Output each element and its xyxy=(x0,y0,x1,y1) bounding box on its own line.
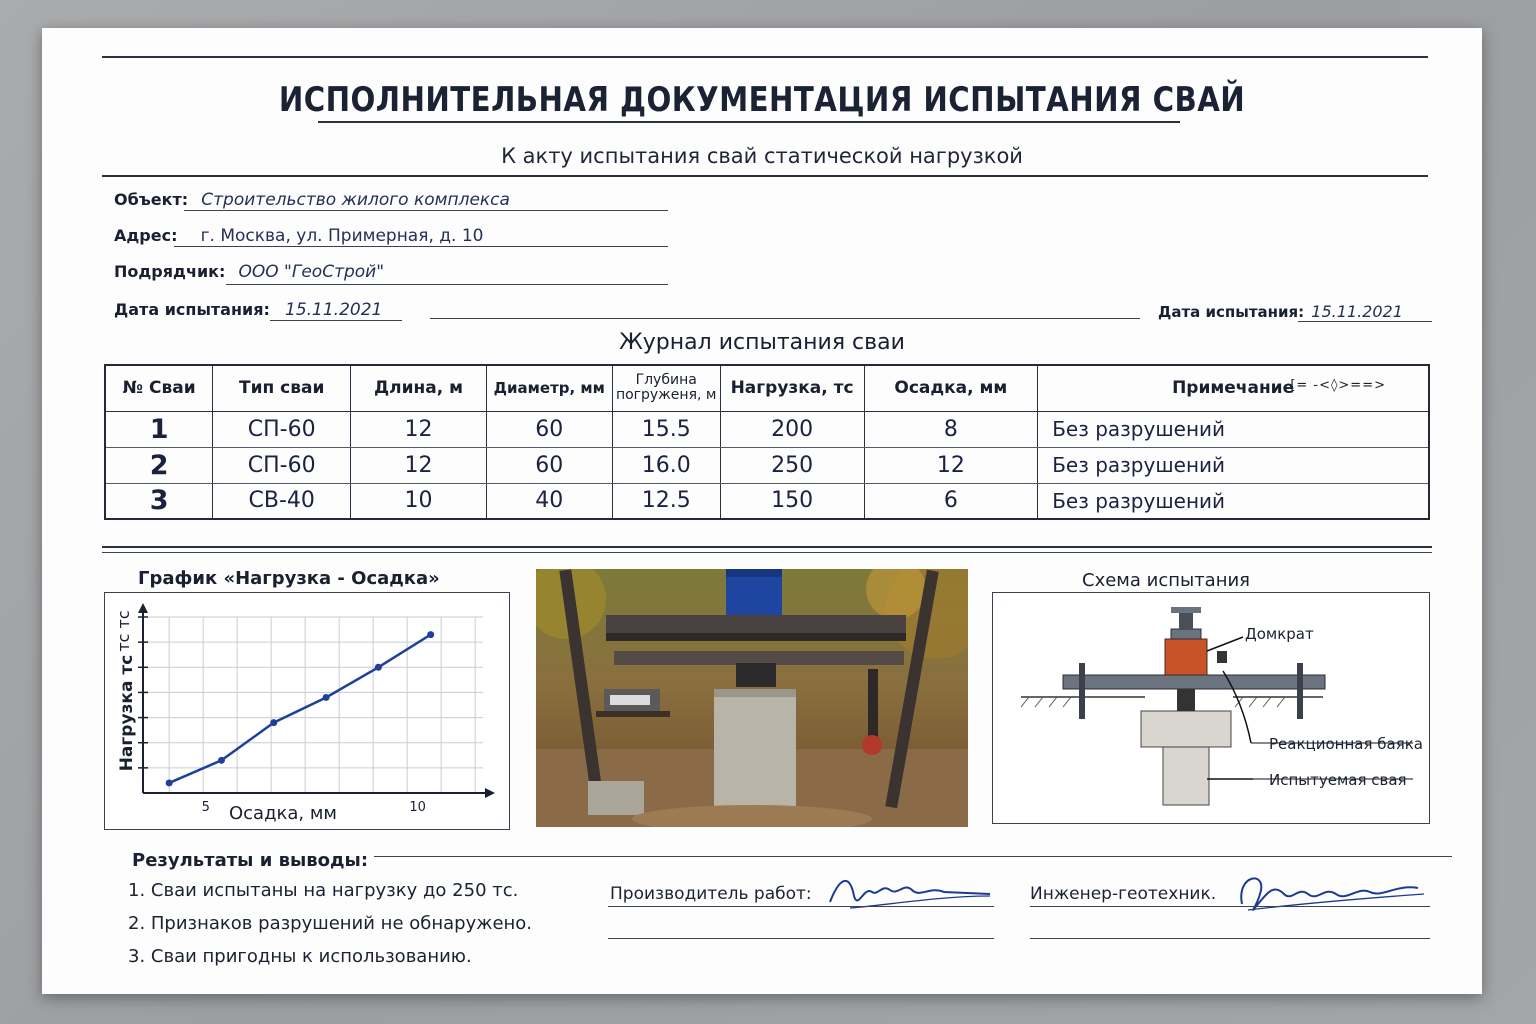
date-value-right: 15.11.2021 xyxy=(1311,302,1403,321)
cell-diameter: 40 xyxy=(486,483,612,519)
test-log-table xyxy=(104,364,1430,520)
date-mid-line xyxy=(430,318,1140,319)
producer-line xyxy=(608,906,994,907)
contractor-row xyxy=(114,262,384,282)
cell-settlement: 8 xyxy=(864,411,1038,447)
header-note xyxy=(1038,365,1429,411)
log-title: Журнал испытания сваи xyxy=(619,330,905,355)
load-settlement-chart xyxy=(105,593,509,829)
engineer-line xyxy=(1030,906,1430,907)
x-axis-label: Осадка, мм xyxy=(228,803,338,824)
data-point xyxy=(166,779,173,786)
date-line-right xyxy=(1298,321,1432,322)
top-rule xyxy=(102,56,1428,58)
cell-type: СП-60 xyxy=(213,411,351,447)
header-symbol: [= -<◊>==> xyxy=(1290,378,1386,393)
result-item: 1. Сваи испытаны на нагрузку до 250 тс. xyxy=(128,880,519,901)
data-point xyxy=(270,719,277,726)
cell-load: 150 xyxy=(720,483,864,519)
data-point xyxy=(218,757,225,764)
object-value: Строительство жилого комплекса xyxy=(201,190,510,210)
series-line xyxy=(169,635,431,783)
header-type: Тип сваи xyxy=(213,365,351,411)
document-title: ИСПОЛНИТЕЛЬНАЯ ДОКУМЕНТАЦИЯ ИСПЫТАНИЯ СВАЙ xyxy=(278,80,1246,120)
engineer-line-2 xyxy=(1030,938,1430,939)
producer-line-2 xyxy=(608,938,994,939)
producer-signature xyxy=(820,866,1000,916)
x-tick-label: 10 xyxy=(409,800,426,815)
chart-panel xyxy=(104,592,510,830)
cell-diameter: 60 xyxy=(486,447,612,483)
results-list xyxy=(128,880,532,979)
scheme-label-pile: Испытуемая свая xyxy=(1269,771,1407,789)
cell-depth: 16.0 xyxy=(612,447,720,483)
scheme-panel xyxy=(992,592,1430,824)
header-load: Нагрузка, тс xyxy=(720,365,864,411)
address-value: г. Москва, ул. Примерная, д. 10 xyxy=(200,226,484,246)
cell-note: Без разрушений xyxy=(1038,411,1429,447)
pile-test-photo xyxy=(536,569,968,827)
header-length: Длина, м xyxy=(351,365,487,411)
data-point xyxy=(323,694,330,701)
chart-ylabel: Нагрузка тс xyxy=(117,654,137,772)
cell-load: 200 xyxy=(720,411,864,447)
header-no: № Сваи xyxy=(105,365,213,411)
header-note-label: Примечание xyxy=(1172,378,1295,399)
cell-diameter: 60 xyxy=(486,411,612,447)
scheme-label-beam: Реакционная баяка xyxy=(1269,735,1423,753)
table-header-row xyxy=(105,365,1429,411)
cell-no: 1 xyxy=(105,411,213,447)
table-row xyxy=(105,483,1429,519)
date-line xyxy=(270,320,402,321)
cell-length: 12 xyxy=(351,411,487,447)
date-value: 15.11.2021 xyxy=(285,300,383,320)
contractor-value: ООО "ГеоСтрой" xyxy=(238,262,385,282)
cell-load: 250 xyxy=(720,447,864,483)
cell-depth: 15.5 xyxy=(612,411,720,447)
scheme-label-jack: Домкрат xyxy=(1245,625,1314,643)
date-row-right xyxy=(1158,302,1403,321)
date-label-right: Дата испытания: xyxy=(1158,303,1305,321)
cell-settlement: 12 xyxy=(864,447,1038,483)
cell-type: СВ-40 xyxy=(213,483,351,519)
data-point xyxy=(427,631,434,638)
y-axis-unit-label: тс тс xyxy=(114,610,133,652)
table-row xyxy=(105,447,1429,483)
cell-note: Без разрушений xyxy=(1038,447,1429,483)
header-depth: Глубина погруженя, м xyxy=(612,365,720,411)
table-row xyxy=(105,411,1429,447)
chart-ylabel-wrap xyxy=(111,633,141,803)
header-diameter: Диаметр, мм xyxy=(486,365,612,411)
header-settlement: Осадка, мм xyxy=(864,365,1038,411)
object-line xyxy=(184,210,668,211)
cell-no: 3 xyxy=(105,483,213,519)
x-tick-label: 5 xyxy=(201,800,210,815)
y-axis-arrow xyxy=(138,603,148,613)
cell-settlement: 6 xyxy=(864,483,1038,519)
cell-depth: 12.5 xyxy=(612,483,720,519)
engineer-label: Инженер-геотехник. xyxy=(1030,884,1217,904)
data-point xyxy=(375,664,382,671)
results-title: Результаты и выводы: xyxy=(132,850,374,871)
cell-length: 10 xyxy=(351,483,487,519)
section-divider-bottom xyxy=(102,552,1432,553)
document-sheet xyxy=(42,28,1482,994)
result-item: 3. Сваи пригодны к использованию. xyxy=(128,946,472,967)
chart-title: График «Нагрузка - Осадка» xyxy=(138,568,440,589)
address-row xyxy=(114,226,483,246)
cell-length: 12 xyxy=(351,447,487,483)
address-line xyxy=(174,246,668,247)
cell-no: 2 xyxy=(105,447,213,483)
engineer-signature xyxy=(1228,864,1428,920)
document-subtitle: К акту испытания свай статической нагрузкой xyxy=(501,144,1023,168)
contractor-line xyxy=(226,284,668,285)
title-underline xyxy=(318,121,1180,123)
producer-label: Производитель работ: xyxy=(610,884,812,904)
date-label: Дата испытания: xyxy=(114,300,270,319)
object-row xyxy=(114,190,510,210)
cell-note: Без разрушений xyxy=(1038,483,1429,519)
pile-test-photo-illustration xyxy=(536,569,968,827)
scheme-title: Схема испытания xyxy=(1082,570,1251,591)
section-divider-top xyxy=(102,546,1432,548)
contractor-label: Подрядчик: xyxy=(114,262,226,281)
subtitle-rule xyxy=(102,175,1428,177)
result-item: 2. Признаков разрушений не обнаружено. xyxy=(128,913,533,934)
cell-type: СП-60 xyxy=(213,447,351,483)
x-axis-arrow xyxy=(485,788,495,798)
address-label: Адрес: xyxy=(114,226,178,245)
date-row xyxy=(114,300,382,320)
object-label: Объект: xyxy=(114,190,189,209)
